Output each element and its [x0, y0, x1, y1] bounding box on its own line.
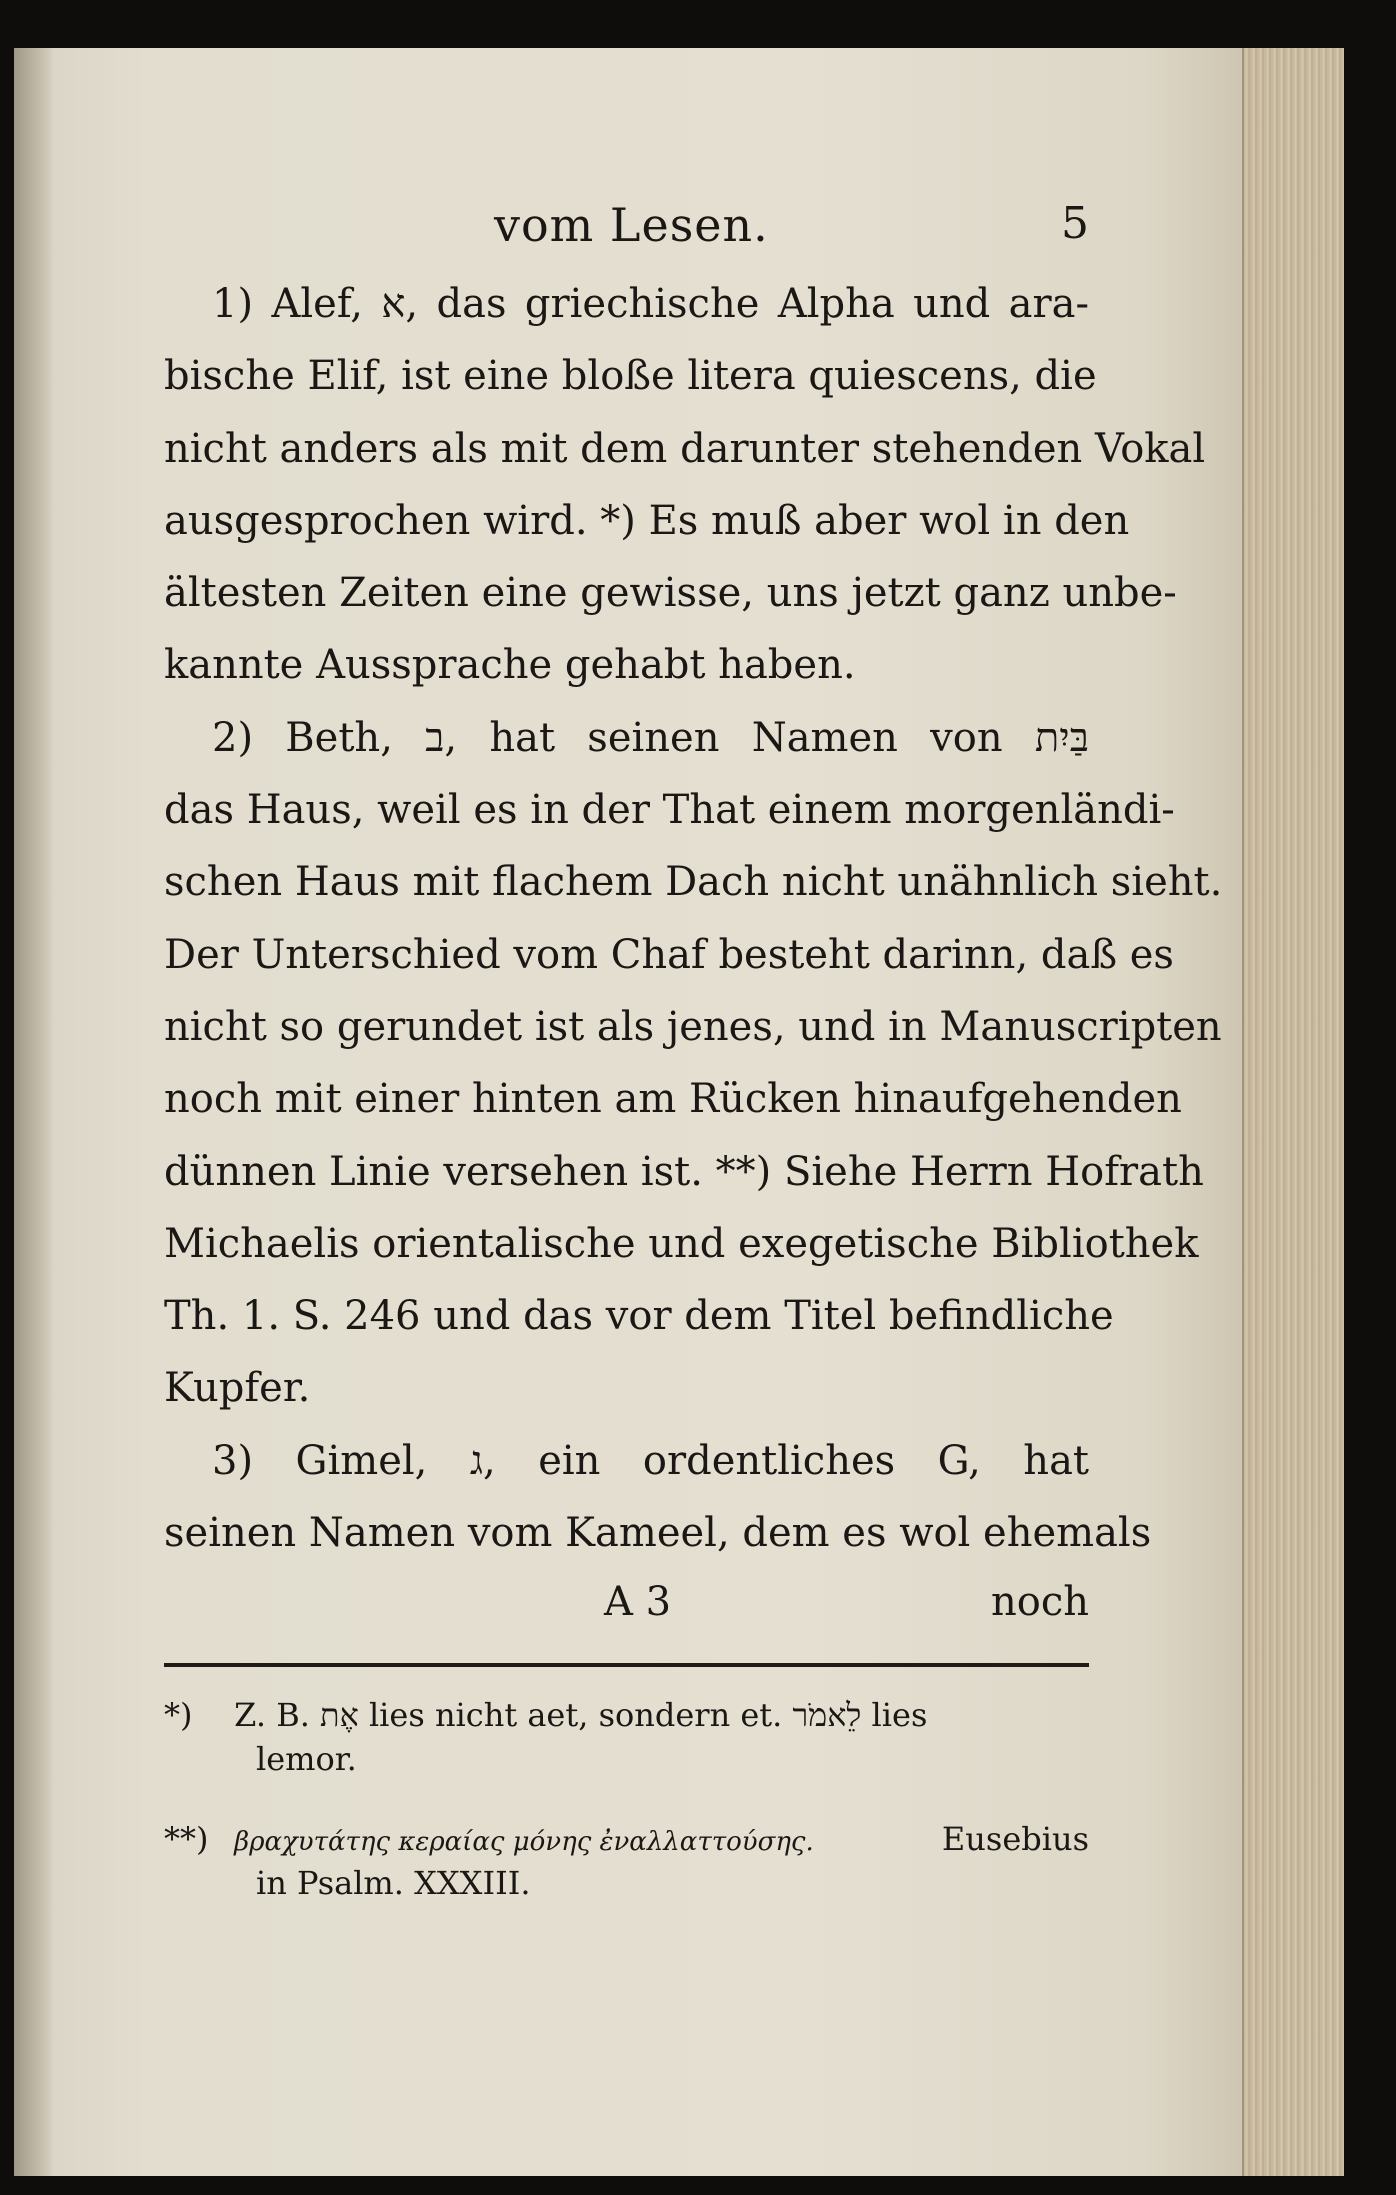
- body-line: bische Elif, ist eine bloße litera quiescens, die: [164, 353, 1097, 400]
- footnotes: [164, 1693, 1089, 1905]
- signature-mark: A 3: [604, 1579, 672, 1626]
- body-line: ausgesprochen wird. *) Es muß aber wol in den: [164, 497, 1130, 544]
- page-number: 5: [1061, 198, 1089, 249]
- footnote-1-continuation: lemor.: [256, 1740, 357, 1778]
- footnote-2-mark: **): [164, 1820, 209, 1858]
- body-line: Der Unterschied vom Chaf besteht darinn, daß es: [164, 931, 1174, 978]
- body-line: Kupfer.: [164, 1365, 311, 1412]
- footnote-2-source: Eusebius: [941, 1820, 1089, 1858]
- footnote-1: [164, 1693, 1089, 1737]
- body-line: ältesten Zeiten eine gewisse, uns jetzt ganz unbe-: [164, 570, 1177, 617]
- footnote-rule: [164, 1663, 1089, 1667]
- body-line: das Haus, weil es in der That einem morgenländi-: [164, 787, 1175, 834]
- body-line: kannte Aussprache gehabt haben.: [164, 642, 856, 689]
- footnote-2: [164, 1817, 1089, 1861]
- body-line: seinen Namen vom Kameel, dem es wol ehemals: [164, 1510, 1152, 1557]
- body-line: 3) Gimel, ג, ein ordentliches G, hat: [212, 1437, 1089, 1484]
- page-edges: [1242, 48, 1344, 2176]
- body-line: Th. 1. S. 246 und das vor dem Titel befindliche: [164, 1293, 1114, 1340]
- body-line: 1) Alef, א, das griechische Alpha und ara-: [212, 281, 1090, 327]
- page-gutter-shadow: [14, 48, 54, 2176]
- catchword: noch: [990, 1579, 1089, 1626]
- body-line: 2) Beth, ב, hat seinen Namen von בַּיִת: [212, 714, 1089, 761]
- body-line: nicht so gerundet ist als jenes, und in Manuscripten: [164, 1003, 1222, 1050]
- body-line: schen Haus mit flachem Dach nicht unähnlich sieht.: [164, 859, 1223, 906]
- body-line: nicht anders als mit dem darunter stehenden Vokal: [164, 425, 1206, 472]
- signature-row: [164, 1569, 1089, 1641]
- text-block: [164, 198, 1223, 1902]
- body-line: Michaelis orientalische und exegetische Bibliothek: [164, 1220, 1199, 1267]
- body-line: noch mit einer hinten am Rücken hinaufgehenden: [164, 1076, 1182, 1123]
- body-line: dünnen Linie versehen ist. **) Siehe Herrn Hofrath: [164, 1148, 1204, 1195]
- book-page: [14, 48, 1344, 2176]
- footnote-2-continuation: in Psalm. XXXIII.: [256, 1864, 531, 1902]
- running-head: vom Lesen.: [494, 198, 769, 252]
- page-header: [164, 198, 1089, 268]
- footnote-1-mark: *): [164, 1696, 193, 1734]
- footnote-2-greek: βραχυτάτης κεραίας μόνης ἐναλλαττούσης.: [234, 1827, 814, 1857]
- footnote-1-text: Z. B. אֶת lies nicht aet, sondern et. לֵאמֹר lies: [234, 1696, 928, 1734]
